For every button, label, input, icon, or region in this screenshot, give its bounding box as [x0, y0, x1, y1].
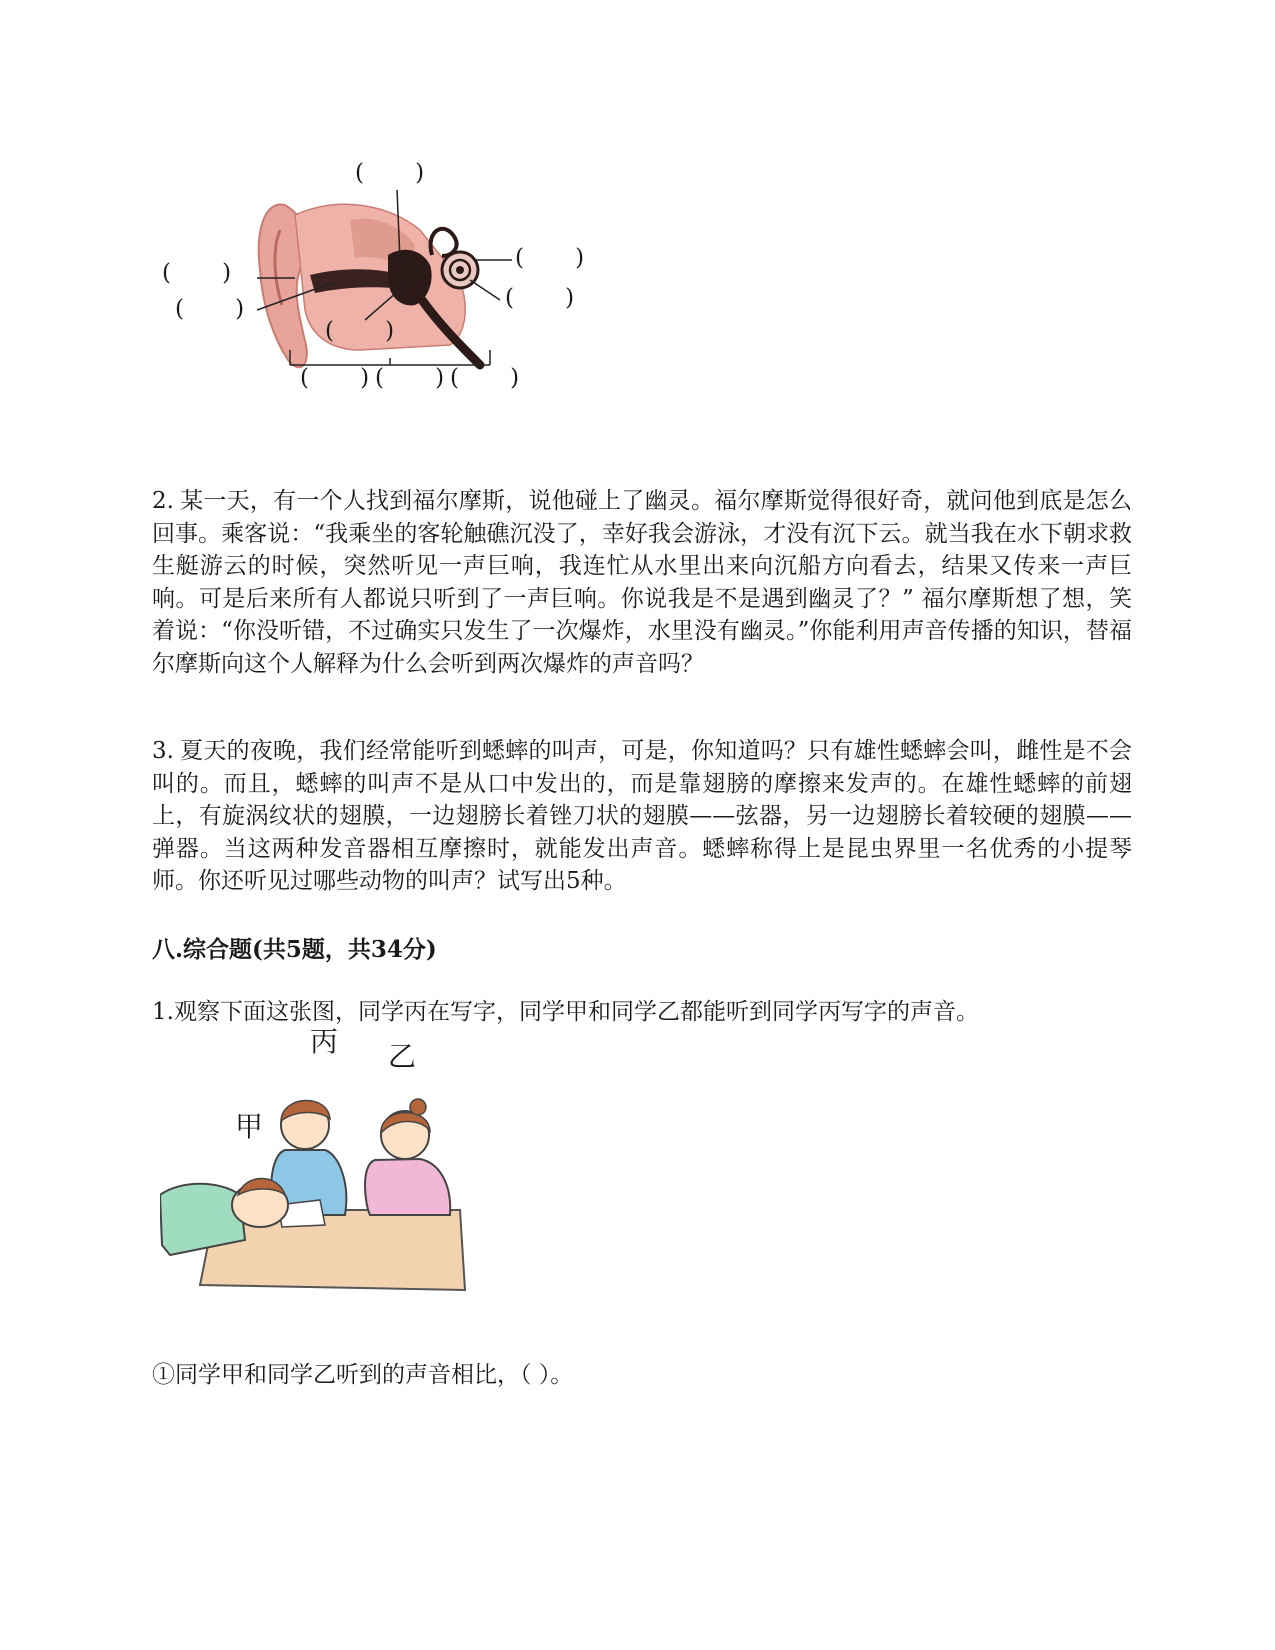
- sub-question-marker: ①: [152, 1362, 175, 1388]
- question-3-number: 3.: [152, 738, 174, 764]
- students-illustration: [160, 1025, 480, 1295]
- label-jia: 甲: [235, 1110, 264, 1143]
- question-3-text: 夏天的夜晚，我们经常能听到蟋蟀的叫声，可是，你知道吗？只有雄性蟋蟀会叫，雌性是不会叫的。而且，蟋蟀的叫声不是从口中发出的，而是靠翅膀的摩擦来发声的。在雄性蟋蟀的前翅上，有旋涡纹状的翅膜，一边翅膀长着锉刀状的翅膜——弦器，另一边翅膀长着较硬的翅膜——弹器。当这两种发音器相互摩擦时，就能发出声音。蟋蟀称得上是昆虫界里一名优秀的小提琴师。你还听见过哪些动物的叫声？试写出5种。: [152, 738, 1132, 894]
- question-2: [152, 485, 1132, 680]
- question-2-text: 某一天，有一个人找到福尔摩斯，说他碰上了幽灵。福尔摩斯觉得很好奇，就问他到底是怎么回事。乘客说：“我乘坐的客轮触礁沉没了，幸好我会游泳，才没有沉下云。就当我在水下朝求救生艇游云的时候，突然听见一声巨响，我连忙从水里出来向沉船方向看去，结果又传来一声巨响。可是后来所有人都说只听到了一声巨响。你说我是不是遇到幽灵了？” 福尔摩斯想了想，笑着说：“你没听错，不过确实只发生了一次爆炸，水里没有幽灵。”你能利用声音传播的知识，替福尔摩斯向这个人解释为什么会听到两次爆炸的声音吗？: [152, 488, 1132, 677]
- blank-label[interactable]: ( ): [515, 245, 585, 271]
- sub-question-text: 同学甲和同学乙听到的声音相比，（ ）。: [175, 1362, 574, 1388]
- question-3: [152, 735, 1132, 898]
- question-2-number: 2.: [152, 488, 174, 514]
- blank-label[interactable]: ( ): [325, 318, 395, 344]
- section-8-question-1: 1.观察下面这张图，同学丙在写字，同学甲和同学乙都能听到同学丙写字的声音。: [152, 999, 979, 1025]
- blank-label[interactable]: ( ): [505, 285, 575, 311]
- label-bing: 丙: [310, 1025, 339, 1058]
- blank-label[interactable]: ( ): [355, 160, 425, 186]
- label-yi: 乙: [388, 1040, 417, 1073]
- section-8-question-1-sub-1: [152, 1356, 573, 1389]
- blank-label[interactable]: ( ): [162, 260, 232, 286]
- blank-label[interactable]: ( ): [450, 365, 520, 391]
- students-drawing: [160, 1055, 480, 1295]
- blank-label[interactable]: ( ): [300, 365, 370, 391]
- section-8-heading: 八.综合题(共5题，共34分): [152, 936, 437, 963]
- ear-diagram: [160, 160, 630, 400]
- blank-label[interactable]: ( ): [375, 365, 445, 391]
- blank-label[interactable]: ( ): [175, 296, 245, 322]
